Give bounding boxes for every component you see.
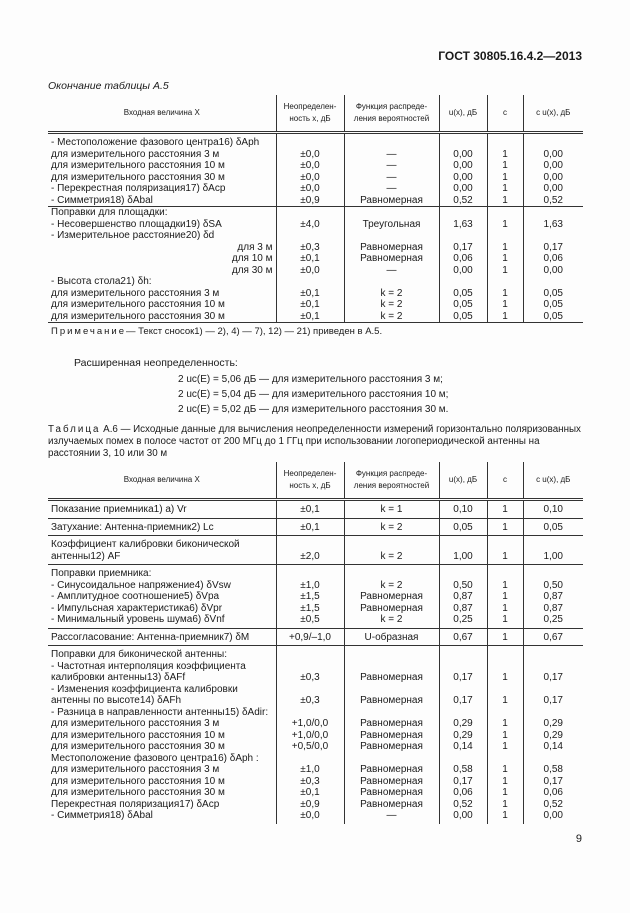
cell-distribution: Равномерная [344,591,439,603]
cell-distribution: k = 2 [344,614,439,628]
cell-uncertainty [276,753,344,765]
cell-uncertainty: ±0,1 [276,787,344,799]
cell-input: - Симметрия18) δAbal [51,810,153,821]
cell-distribution: k = 2 [344,311,439,323]
table6-caption: Таблица А.6 — Исходные данные для вычисления неопределенности измерений горизонтально поляризованных излучаемых помех в полосе частот от 200 МГц до 1 ГГц при использовании логопериодической антенны на расстоянии 3, 10 или 30 м [48,424,581,459]
cell-input: для 3 м [237,241,273,253]
cell-cux: 0,10 [523,500,583,519]
cell-c: 1 [487,741,523,753]
cell-ux: 0,00 [439,172,487,184]
cell-c: 1 [487,299,523,311]
table-row [48,661,583,684]
cell-c: 1 [487,628,523,646]
cell-distribution: — [344,149,439,161]
cell-input: для измерительного расстояния 3 м [51,764,220,775]
cell-distribution [344,276,439,288]
cell-uncertainty [276,230,344,242]
cell-distribution: — [344,183,439,195]
cell-cux: 0,29 [523,730,583,742]
col-header-ux: u(x), дБ [439,95,487,133]
cell-uncertainty: ±0,0 [276,265,344,277]
page-number: 9 [575,833,582,845]
cell-cux [523,133,583,149]
table-row [48,265,583,277]
cell-uncertainty [276,565,344,580]
cell-uncertainty: ±4,0 [276,219,344,231]
formula-10m: 2 uc(E) = 5,04 дБ — для измерительного расстояния 10 м; [178,389,449,400]
cell-distribution: Равномерная [344,776,439,788]
cell-distribution: — [344,810,439,824]
table-row [48,603,583,615]
cell-uncertainty: +0,5/0,0 [276,741,344,753]
cell-cux [523,276,583,288]
document-header: ГОСТ 30805.16.4.2—2013 [438,49,582,63]
cell-cux: 0,87 [523,603,583,615]
cell-input: - Частотная интерполяция коэффициента калибровки антенны13) δAFf [51,660,246,683]
cell-cux: 0,00 [523,183,583,195]
formula-30m: 2 uc(E) = 5,02 дБ — для измерительного расстояния 30 м. [178,404,449,415]
cell-distribution [344,753,439,765]
table-row [48,311,583,323]
cell-input: Местоположение фазового центра16) δAph : [51,752,259,764]
table-row [48,591,583,603]
cell-c [487,207,523,219]
cell-distribution: k = 2 [344,536,439,565]
table-row [48,160,583,172]
cell-c: 1 [487,195,523,207]
col-header-uncertainty: Неопределен-ность x, дБ [276,462,344,500]
col-header-input: Входная величина X [48,462,276,500]
table-row [48,718,583,730]
cell-cux: 0,17 [523,776,583,788]
cell-distribution: Равномерная [344,684,439,707]
cell-ux [439,565,487,580]
table-row [48,684,583,707]
cell-cux: 1,00 [523,536,583,565]
cell-distribution: Равномерная [344,764,439,776]
cell-input: для измерительного расстояния 3 м [51,287,220,299]
table-note: Примечание— Текст сносок1) — 2), 4) — 7), 12) — 21) приведен в А.5. [48,323,583,341]
cell-distribution: k = 1 [344,500,439,519]
table-row [48,707,583,719]
table-row [48,741,583,753]
cell-input: для измерительного расстояния 10 м [51,299,225,310]
table-row [48,253,583,265]
cell-cux: 0,00 [523,810,583,824]
table-row [48,288,583,300]
cell-cux: 0,00 [523,265,583,277]
cell-cux: 0,06 [523,787,583,799]
cell-input: Показание приемника1) а) Vr [51,504,187,515]
cell-input: - Изменения коэффициента калибровки антенны по высоте14) δAFh [51,683,238,706]
cell-distribution: Равномерная [344,253,439,265]
cell-distribution: — [344,172,439,184]
cell-input: - Минимальный уровень шума6) δVnf [51,614,225,625]
cell-uncertainty: ±0,1 [276,253,344,265]
cell-c: 1 [487,603,523,615]
cell-cux [523,646,583,661]
cell-input: - Разница в направленности антенны15) δAdir: [51,706,269,718]
cell-uncertainty: ±0,3 [276,776,344,788]
cell-c [487,707,523,719]
cell-cux: 0,05 [523,518,583,536]
table-row [48,133,583,149]
formula-3m: 2 uc(E) = 5,06 дБ — для измерительного расстояния 3 м; [178,374,443,385]
cell-ux: 0,17 [439,242,487,254]
table-row [48,230,583,242]
cell-input: Поправки приемника: [48,565,276,580]
col-header-cux: c u(x), дБ [523,95,583,133]
table-row [48,753,583,765]
cell-distribution: k = 2 [344,518,439,536]
cell-uncertainty: ±0,0 [276,149,344,161]
cell-uncertainty: +1,0/0,0 [276,730,344,742]
cell-ux: 0,17 [439,661,487,684]
cell-c: 1 [487,764,523,776]
cell-ux: 0,00 [439,810,487,824]
cell-input: для 10 м [231,253,273,264]
cell-c [487,230,523,242]
cell-uncertainty [276,646,344,661]
cell-c [487,276,523,288]
cell-c [487,753,523,765]
table-row [48,183,583,195]
cell-c: 1 [487,288,523,300]
cell-cux: 0,00 [523,160,583,172]
cell-cux: 0,05 [523,311,583,323]
cell-c: 1 [487,718,523,730]
cell-cux: 0,17 [523,684,583,707]
cell-cux: 0,50 [523,580,583,592]
cell-c: 1 [487,518,523,536]
table-row [48,172,583,184]
cell-input: для измерительного расстояния 10 м [51,775,225,787]
cell-c: 1 [487,684,523,707]
table5-caption: Окончание таблицы А.5 [48,80,169,92]
cell-c: 1 [487,730,523,742]
table-row [48,195,583,207]
table-row [48,242,583,254]
cell-cux: 0,58 [523,764,583,776]
table-row [48,787,583,799]
cell-distribution: Равномерная [344,195,439,207]
cell-cux: 0,29 [523,718,583,730]
cell-input: Поправки для площадки: [48,207,276,219]
cell-ux: 0,00 [439,183,487,195]
cell-distribution: Равномерная [344,718,439,730]
cell-c: 1 [487,149,523,161]
table-row [48,799,583,811]
table-header-row [48,95,583,133]
cell-cux: 1,63 [523,219,583,231]
cell-c: 1 [487,219,523,231]
cell-distribution: Равномерная [344,661,439,684]
cell-c: 1 [487,500,523,519]
cell-c: 1 [487,172,523,184]
cell-cux: 0,14 [523,741,583,753]
cell-ux [439,707,487,719]
cell-c: 1 [487,776,523,788]
cell-uncertainty: ±0,9 [276,195,344,207]
cell-input: - Перекрестная поляризация17) δAcp [51,183,226,194]
cell-uncertainty: ±0,3 [276,661,344,684]
cell-c: 1 [487,265,523,277]
cell-ux: 1,00 [439,536,487,565]
cell-uncertainty: ±0,3 [276,242,344,254]
cell-uncertainty: ±0,0 [276,172,344,184]
cell-input: Коэффициент калибровки биконической антенны12) AF [48,536,276,565]
cell-input: для измерительного расстояния 30 м [51,787,225,798]
cell-distribution: Треугольная [344,219,439,231]
cell-input: - Высота стола21) δh: [51,276,152,287]
table-row [48,149,583,161]
table-row [48,646,583,661]
cell-distribution: k = 2 [344,288,439,300]
table-row [48,500,583,519]
cell-uncertainty: ±0,1 [276,311,344,323]
cell-uncertainty: ±1,5 [276,603,344,615]
cell-ux: 0,06 [439,253,487,265]
table-row [48,565,583,580]
cell-ux: 0,87 [439,591,487,603]
table-row [48,764,583,776]
cell-uncertainty: ±0,0 [276,810,344,824]
cell-c: 1 [487,614,523,628]
cell-cux: 0,17 [523,242,583,254]
cell-cux [523,707,583,719]
cell-ux: 0,25 [439,614,487,628]
cell-cux [523,230,583,242]
cell-uncertainty: ±1,5 [276,591,344,603]
cell-ux: 0,00 [439,149,487,161]
table-row [48,810,583,824]
cell-cux [523,753,583,765]
cell-ux: 1,63 [439,219,487,231]
col-header-cux: c u(x), дБ [523,462,583,500]
cell-cux: 0,05 [523,288,583,300]
cell-uncertainty: ±2,0 [276,536,344,565]
cell-ux: 0,67 [439,628,487,646]
cell-ux: 0,50 [439,580,487,592]
cell-ux: 0,00 [439,265,487,277]
cell-distribution: Равномерная [344,799,439,811]
table-row [48,207,583,219]
cell-cux: 0,67 [523,628,583,646]
cell-cux: 0,05 [523,299,583,311]
cell-input: Рассогласование: Антенна-приемник7) δM [48,628,276,646]
table-row [48,518,583,536]
cell-distribution: k = 2 [344,299,439,311]
table-row [48,580,583,592]
cell-uncertainty: ±0,1 [276,288,344,300]
table-row [48,614,583,628]
cell-input: для измерительного расстояния 10 м [51,729,225,741]
cell-c: 1 [487,810,523,824]
cell-distribution: Равномерная [344,730,439,742]
cell-distribution [344,207,439,219]
cell-c: 1 [487,580,523,592]
cell-input: - Синусоидальное напряжение4) δVsw [51,579,231,591]
cell-c: 1 [487,253,523,265]
cell-ux [439,753,487,765]
cell-input: для измерительного расстояния 10 м [51,160,225,171]
cell-input: для 30 м [231,264,273,276]
cell-distribution [344,707,439,719]
cell-input: Перекрестная поляризация17) δAcp [51,798,220,810]
cell-cux: 0,00 [523,172,583,184]
cell-c: 1 [487,183,523,195]
cell-c: 1 [487,536,523,565]
cell-input: - Несовершенство площадки19) δSA [51,218,222,230]
table-row [48,299,583,311]
cell-ux: 0,10 [439,500,487,519]
cell-ux: 0,52 [439,799,487,811]
cell-ux: 0,29 [439,730,487,742]
cell-c: 1 [487,311,523,323]
cell-ux [439,133,487,149]
cell-ux: 0,17 [439,684,487,707]
cell-c: 1 [487,787,523,799]
cell-ux [439,276,487,288]
cell-distribution: U-образная [344,628,439,646]
cell-distribution: Равномерная [344,242,439,254]
cell-c [487,565,523,580]
cell-distribution: k = 2 [344,580,439,592]
col-header-distribution: Функция распреде-ления вероятностей [344,95,439,133]
cell-ux: 0,05 [439,299,487,311]
table-row [48,219,583,231]
cell-ux: 0,29 [439,718,487,730]
cell-ux: 0,05 [439,288,487,300]
cell-uncertainty: ±0,0 [276,160,344,172]
cell-cux: 0,06 [523,253,583,265]
cell-input: - Местоположение фазового центра16) δAph [51,137,260,148]
cell-input: - Амплитудное соотношение5) δVpa [51,591,220,602]
cell-c [487,133,523,149]
table-row [48,536,583,565]
cell-uncertainty: +0,9/–1,0 [276,628,344,646]
cell-distribution: Равномерная [344,741,439,753]
table-a6 [48,462,583,824]
cell-ux: 0,14 [439,741,487,753]
col-header-input: Входная величина X [48,95,276,133]
cell-uncertainty [276,207,344,219]
cell-input: для измерительного расстояния 30 м [51,171,225,183]
cell-ux: 0,52 [439,195,487,207]
cell-cux: 0,52 [523,195,583,207]
table-row [48,730,583,742]
col-header-uncertainty: Неопределен-ность x, дБ [276,95,344,133]
cell-ux: 0,87 [439,603,487,615]
col-header-ux: u(x), дБ [439,462,487,500]
cell-ux: 0,06 [439,787,487,799]
cell-uncertainty [276,276,344,288]
cell-uncertainty: ±0,3 [276,684,344,707]
cell-distribution: Равномерная [344,603,439,615]
cell-uncertainty: ±0,1 [276,299,344,311]
cell-uncertainty: ±0,1 [276,518,344,536]
cell-distribution: Равномерная [344,787,439,799]
cell-ux: 0,00 [439,160,487,172]
cell-cux: 0,87 [523,591,583,603]
cell-distribution [344,646,439,661]
cell-cux [523,207,583,219]
cell-input: - Симметрия18) δAbal [51,194,153,206]
col-header-c: c [487,95,523,133]
cell-input: - Импульсная характеристика6) δVpr [51,602,223,614]
cell-uncertainty: ±0,5 [276,614,344,628]
cell-c: 1 [487,661,523,684]
cell-input: для измерительного расстояния 30 м [51,310,225,322]
table-header-row [48,462,583,500]
col-header-distribution: Функция распреде-ления вероятностей [344,462,439,500]
cell-ux [439,646,487,661]
cell-ux: 0,58 [439,764,487,776]
cell-cux [523,565,583,580]
cell-input: для измерительного расстояния 3 м [51,148,220,160]
cell-cux: 0,00 [523,149,583,161]
cell-input: Поправки для биконической антенны: [48,646,276,661]
cell-uncertainty: ±0,1 [276,500,344,519]
cell-input: для измерительного расстояния 3 м [51,718,220,729]
cell-uncertainty: ±0,0 [276,183,344,195]
cell-uncertainty: ±1,0 [276,764,344,776]
cell-distribution: — [344,160,439,172]
table-row [48,628,583,646]
cell-c: 1 [487,799,523,811]
cell-distribution: — [344,265,439,277]
cell-input: - Измерительное расстояние20) δd [51,230,215,241]
cell-c [487,646,523,661]
cell-cux: 0,17 [523,661,583,684]
cell-input: Затухание: Антенна-приемник2) Lc [48,518,276,536]
cell-distribution [344,133,439,149]
cell-uncertainty: ±1,0 [276,580,344,592]
cell-uncertainty: ±0,9 [276,799,344,811]
table-row [48,776,583,788]
cell-c: 1 [487,242,523,254]
extended-uncertainty-label: Расширенная неопределенность: [74,357,238,369]
cell-distribution [344,230,439,242]
cell-c: 1 [487,591,523,603]
cell-ux [439,230,487,242]
cell-distribution [344,565,439,580]
cell-ux: 0,17 [439,776,487,788]
cell-ux: 0,05 [439,311,487,323]
cell-uncertainty [276,707,344,719]
col-header-c: c [487,462,523,500]
cell-cux: 0,25 [523,614,583,628]
table-row [48,276,583,288]
cell-uncertainty: +1,0/0,0 [276,718,344,730]
cell-uncertainty [276,133,344,149]
cell-cux: 0,52 [523,799,583,811]
table-a5 [48,95,583,341]
cell-ux: 0,05 [439,518,487,536]
cell-c: 1 [487,160,523,172]
cell-ux [439,207,487,219]
cell-input: для измерительного расстояния 30 м [51,741,225,752]
